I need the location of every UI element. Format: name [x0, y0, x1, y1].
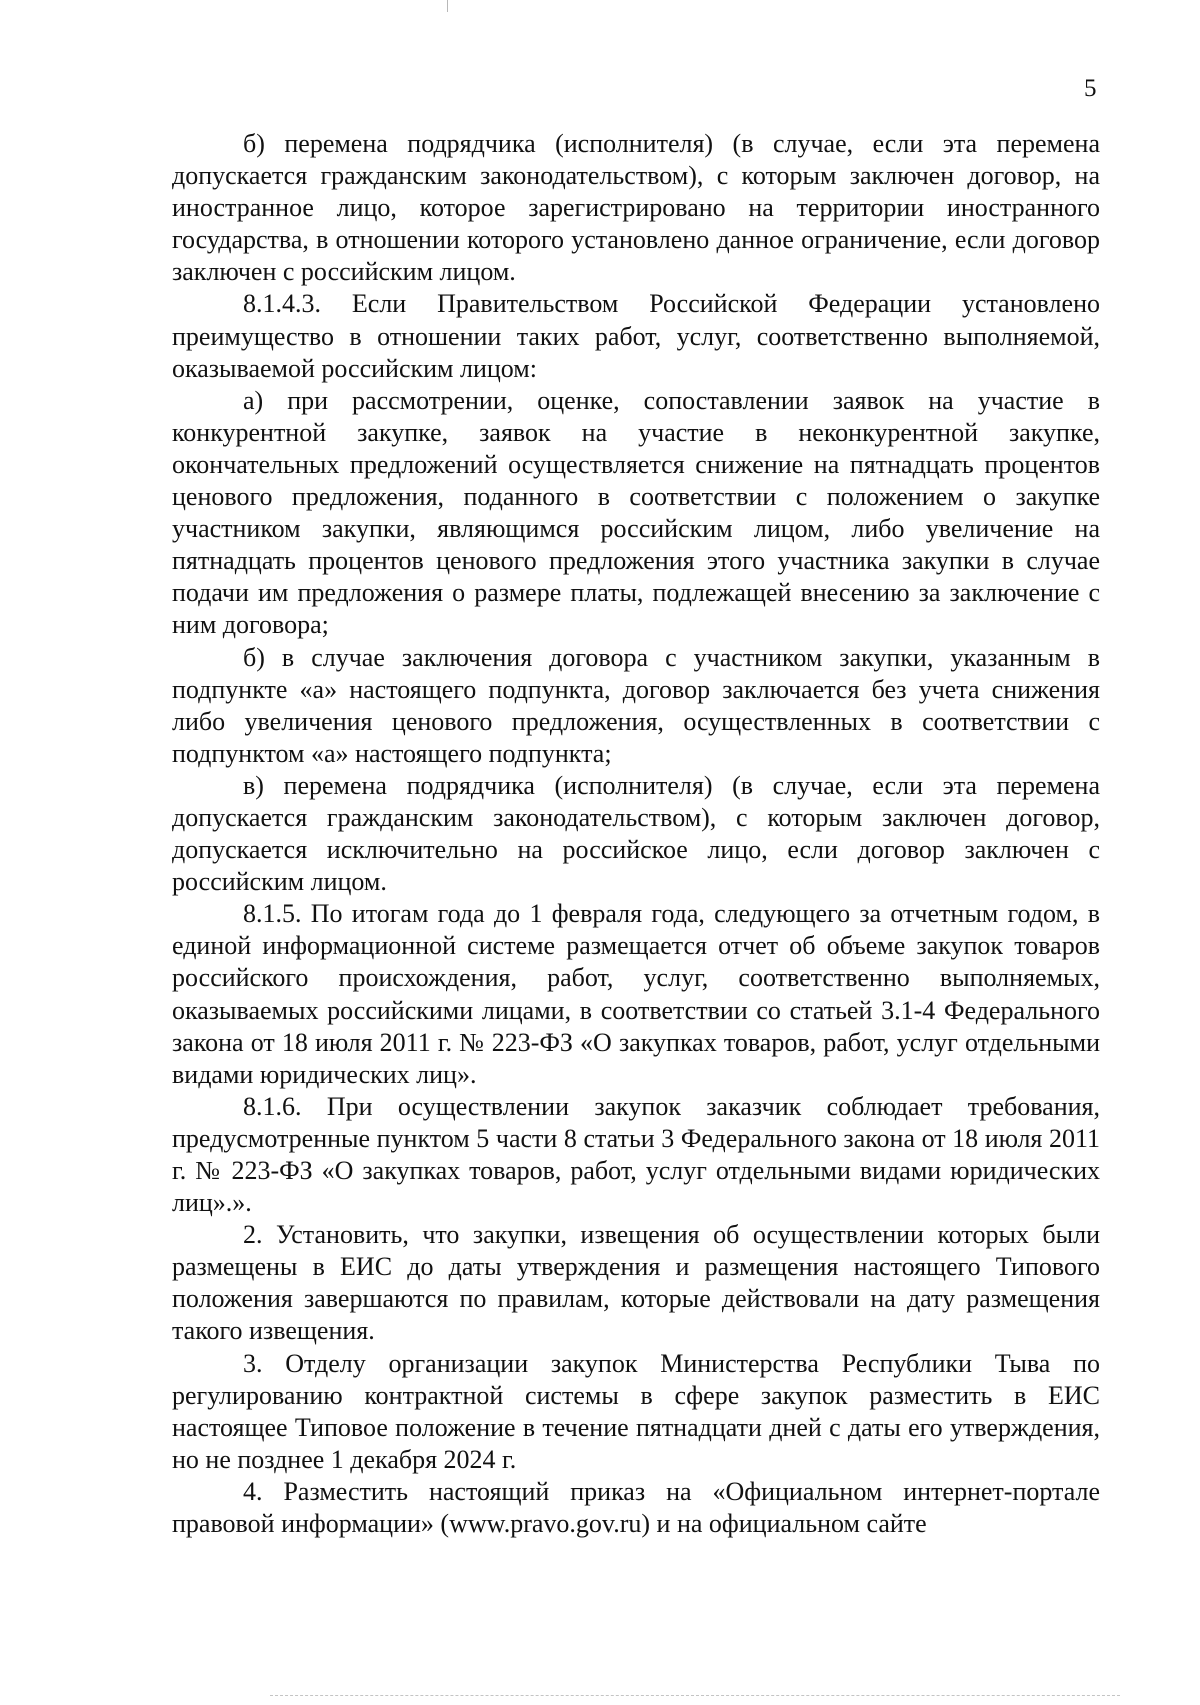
- paragraph-4: 4. Разместить настоящий приказ на «Официальном интернет-портале правовой информации» (www.pravo.gov.ru) и на официальном сайте: [172, 1476, 1100, 1539]
- scan-artifact-top: [447, 0, 448, 12]
- paragraph-8-1-6: 8.1.6. При осуществлении закупок заказчик соблюдает требования, предусмотренные пунктом 5 части 8 статьи 3 Федерального закона от 18 июля 2011 г. № 223-ФЗ «О закупках товаров, работ, услуг отдельными видами юридических лиц».».: [172, 1091, 1100, 1218]
- paragraph-3: 3. Отделу организации закупок Министерства Республики Тыва по регулированию контрактной системы в сфере закупок разместить в ЕИС настоящее Типовое положение в течение пятнадцати дней с даты его утверждения, но не позднее 1 декабря 2024 г.: [172, 1348, 1100, 1474]
- scan-artifact-bottom: [270, 1695, 1120, 1697]
- paragraph-item-b-foreign: б) перемена подрядчика (исполнителя) (в случае, если эта перемена допускается гражданским законодательством), с которым заключен договор, на иностранное лицо, которое зарегистрировано на территории иностранного государства, в отношении которого установлено данное ограничение, если договор заключен с российским лицом.: [172, 129, 1100, 287]
- paragraph-item-b: б) в случае заключения договора с участником закупки, указанным в подпункте «а» настоящего подпункта, договор заключается без учета снижения либо увеличения ценового предложения, осуществленных в соответствии с подпунктом «а» настоящего подпункта;: [172, 642, 1100, 768]
- paragraph-2: 2. Установить, что закупки, извещения об осуществлении которых были размещены в ЕИС до даты утверждения и размещения настоящего Типового положения завершаются по правилам, которые действовали на дату размещения такого извещения.: [172, 1220, 1100, 1346]
- page-number: 5: [1084, 75, 1097, 102]
- paragraph-item-v: в) перемена подрядчика (исполнителя) (в случае, если эта перемена допускается гражданским законодательством), с которым заключен договор, допускается исключительно на российское лицо, если договор заключен с российским лицом.: [172, 770, 1100, 897]
- paragraph-8-1-4-3: 8.1.4.3. Если Правительством Российской Федерации установлено преимущество в отношении таких работ, услуг, соответственно выполняемой, оказываемой российским лицом:: [172, 289, 1100, 383]
- document-body: [172, 128, 1100, 1540]
- paragraph-item-a: а) при рассмотрении, оценке, сопоставлении заявок на участие в конкурентной закупке, заявок на участие в неконкурентной закупке, окончательных предложений осуществляется снижение на пятнадцать процентов ценового предложения, поданного в соответствии с положением о закупке участником закупки, являющимся российским лицом, либо увеличение на пятнадцать процентов ценового предложения этого участника закупки в случае подачи им предложения о размере платы, подлежащей внесению за заключение с ним договора;: [172, 385, 1100, 640]
- paragraph-8-1-5: 8.1.5. По итогам года до 1 февраля года, следующего за отчетным годом, в единой информационной системе размещается отчет об объеме закупок товаров российского происхождения, работ, услуг, соответственно выполняемых, оказываемых российскими лицами, в соответствии со статьей 3.1-4 Федерального закона от 18 июля 2011 г. № 223-ФЗ «О закупках товаров, работ, услуг отдельными видами юридических лиц».: [172, 899, 1100, 1089]
